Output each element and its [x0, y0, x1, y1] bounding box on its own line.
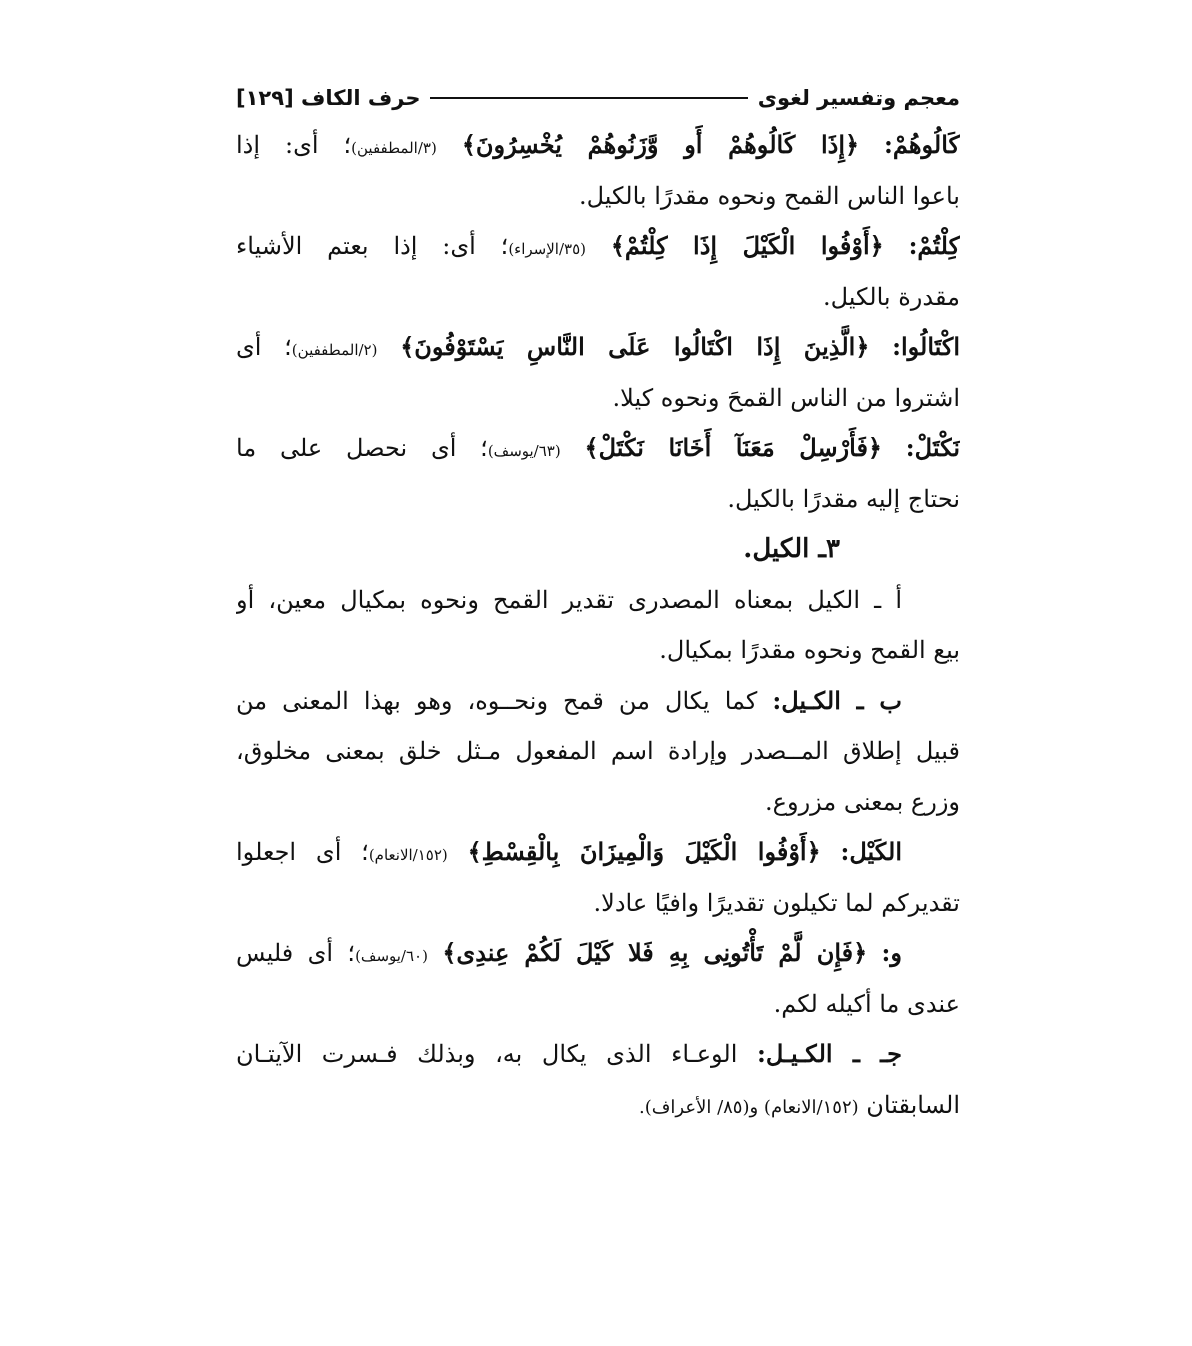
page-number: [١٢٩] — [236, 86, 294, 110]
entry-headword: و: — [881, 938, 902, 967]
header-rule — [430, 97, 747, 99]
running-header — [236, 78, 960, 118]
book-title: معجم وتفسير لغوى — [757, 86, 960, 110]
quran-verse: ﴿الَّذِينَ إِذَا اكْتَالُوا عَلَى النَّاسِ يَسْتَوْفُونَ﴾ — [400, 332, 870, 361]
entry-gloss-line: تقديركم لما تكيلون تقديرًا وافيًا عادلا. — [593, 888, 960, 917]
sense-text: كما يكال من قمح ونحــوه، وهو بهذا المعنى من — [236, 686, 758, 715]
verse-reference: (٣٥/الإسراء) — [508, 240, 586, 258]
chapter-and-page — [236, 86, 420, 110]
usage-wa — [236, 928, 960, 979]
sense-a-line: بيع القمح ونحوه مقدرًا بمكيال. — [659, 636, 960, 664]
sense-c-line — [236, 1029, 960, 1080]
book-page — [236, 78, 960, 1130]
verse-reference: (٦٣/يوسف) — [487, 442, 561, 460]
sense-b-line: قبيل إطلاق المــصدر وإرادة اسم المفعول مـثل خلق بمعنى مخلوق، — [236, 737, 960, 765]
sense-label: جـ ـ الكـيـل: — [756, 1039, 903, 1068]
entry-naktal — [236, 423, 960, 474]
entry-gloss: ؛ أى فليس — [236, 939, 356, 967]
quran-verse: ﴿أَوْفُوا الْكَيْلَ إِذَا كِلْتُمْ﴾ — [610, 231, 884, 260]
entry-headword: الكَيْل: — [840, 837, 903, 866]
entry-gloss-line: باعوا الناس القمح ونحوه مقدرًا بالكيل. — [578, 181, 960, 210]
entry-headword: كِلْتُمْ: — [908, 231, 960, 260]
entry-gloss: ؛ أى: إذا — [236, 131, 352, 159]
sense-text: السابقتان — [866, 1090, 960, 1119]
sense-label: ب ـ الكـيل: — [772, 685, 902, 715]
sense-b-line: وزرع بمعنى مزروع. — [765, 787, 960, 816]
entry-gloss: ؛ أى: إذا بعتم الأشياء — [236, 232, 509, 260]
entry-gloss-line: مقدرة بالكيل. — [823, 282, 960, 311]
entry-kaluhum — [236, 120, 960, 171]
entry-gloss: ؛ أى — [236, 333, 292, 361]
entry-gloss-line: نحتاج إليه مقدرًا بالكيل. — [727, 484, 960, 513]
page-content — [236, 120, 960, 1130]
entry-gloss: ؛ أى اجعلوا — [236, 838, 369, 866]
quran-verse: ﴿أَوْفُوا الْكَيْلَ وَالْمِيزَانَ بِالْقِسْطِ﴾ — [467, 837, 821, 866]
sense-a-line: أ ـ الكيل بمعناه المصدرى تقدير القمح ونحوه بمكيال معين، أو — [236, 585, 902, 614]
quran-verse: ﴿فَإِن لَّمْ تَأْتُونِى بِهِ فَلا كَيْلَ لَكُمْ عِندِى﴾ — [442, 938, 868, 967]
verse-reference: (٣/المطففين) — [351, 139, 437, 157]
entry-headword: نَكْتَلْ: — [905, 433, 960, 462]
verse-reference: (٢/المطففين) — [291, 341, 378, 359]
entry-gloss-line: اشتروا من الناس القمحَ ونحوه كيلا. — [612, 383, 960, 412]
sense-b-line — [236, 676, 960, 727]
verse-reference: (٦٠/يوسف) — [355, 947, 428, 965]
entry-iktalu — [236, 322, 960, 373]
entry-gloss: ؛ أى نحصل على ما — [236, 434, 488, 462]
chapter-title: حرف الكاف — [300, 86, 421, 110]
entry-gloss-line: عندى ما أكيله لكم. — [773, 989, 960, 1018]
entry-headword: اكْتَالُوا: — [892, 332, 960, 361]
usage-kayl — [236, 827, 960, 878]
sense-c-line — [236, 1080, 960, 1131]
entry-headword: كَالُوهُمْ: — [884, 130, 960, 159]
quran-verse: ﴿إِذَا كَالُوهُمْ أَو وَّزَنُوهُمْ يُخْسِرُونَ﴾ — [461, 130, 860, 159]
verse-reference: (١٥٢/الانعام) — [368, 846, 448, 864]
sense-text: الوعـاء الذى يكال به، وبذلك فـسرت الآيتـان — [236, 1040, 738, 1068]
entry-kiltum — [236, 221, 960, 272]
verse-references: (١٥٢/الانعام) و(٨٥/ الأعراف). — [639, 1096, 859, 1118]
section-heading: ٣ـ الكيل. — [743, 534, 840, 564]
quran-verse: ﴿فَأَرْسِلْ مَعَنَآ أَخَانَا نَكْتَلْ﴾ — [584, 433, 882, 462]
